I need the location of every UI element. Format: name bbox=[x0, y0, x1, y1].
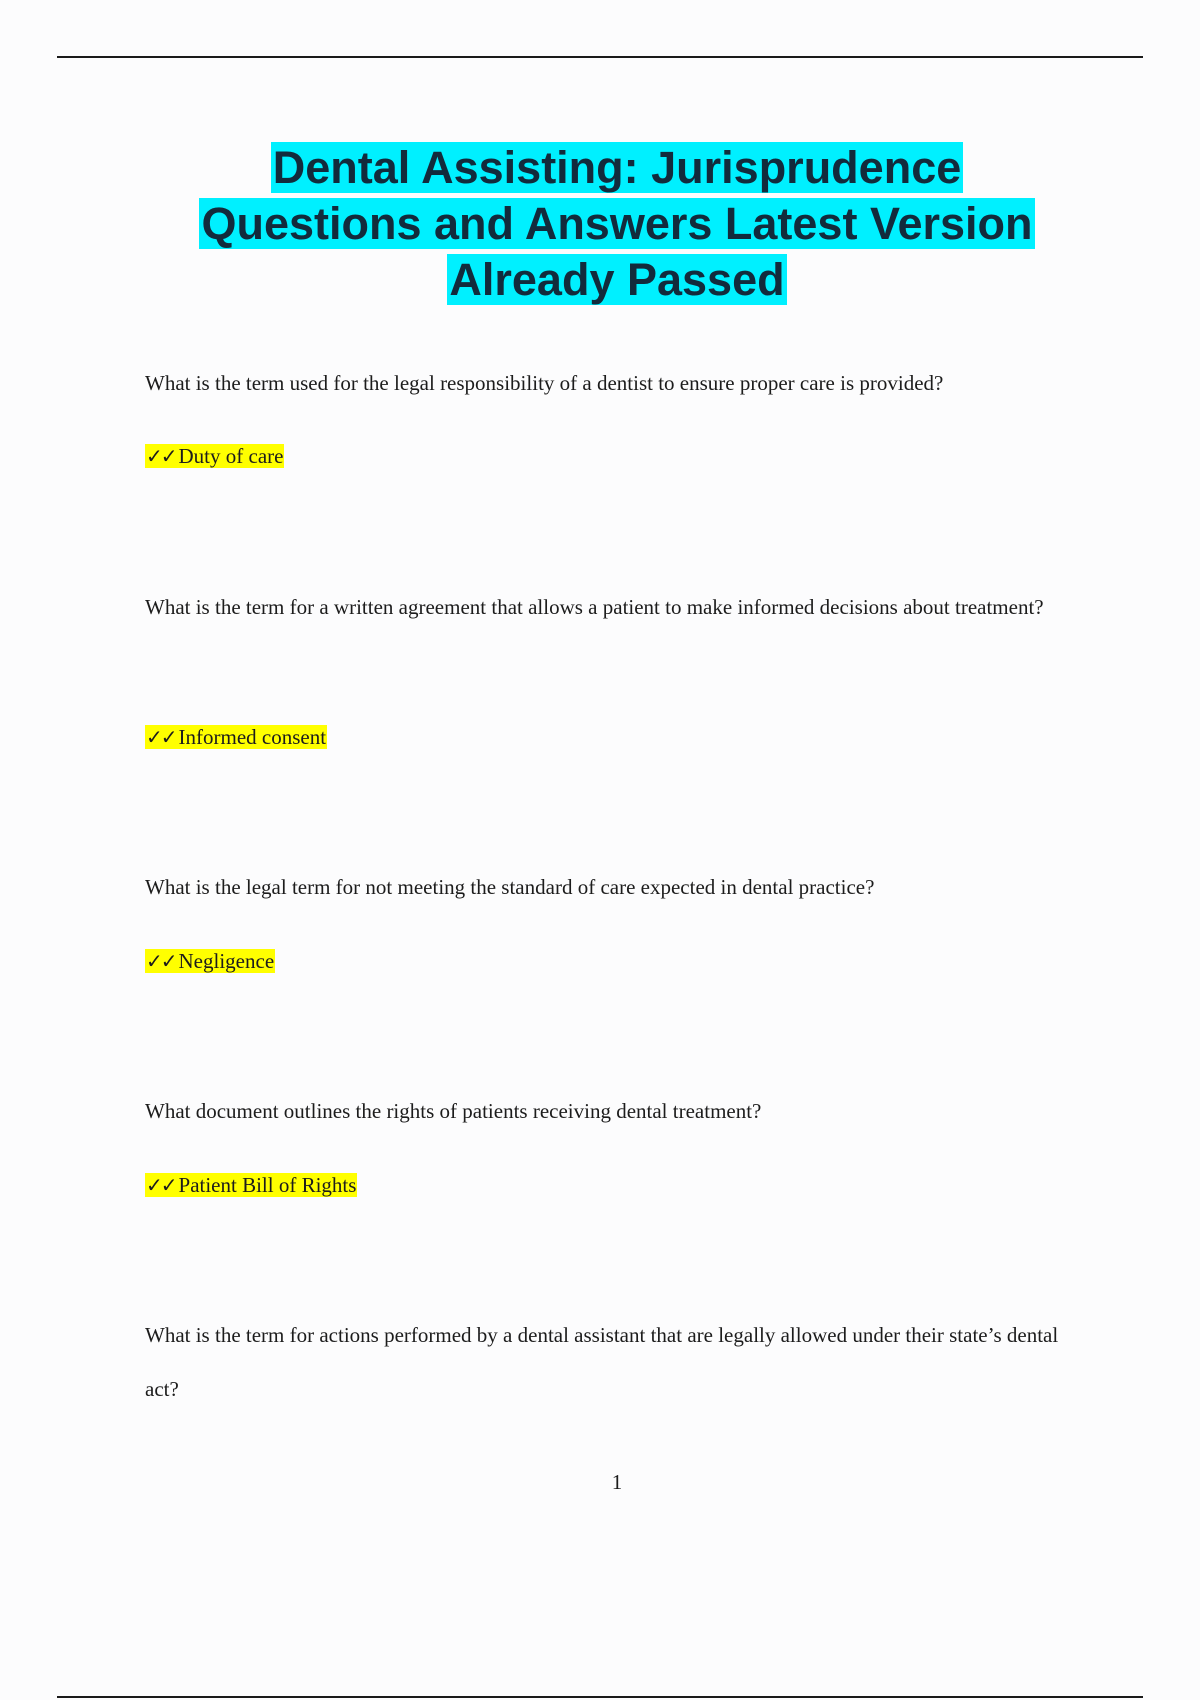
question-2: What is the term for a written agreement that allows a patient to make informed decisions about treatment? bbox=[145, 595, 1044, 619]
header-rule bbox=[57, 56, 1143, 58]
answer-4 bbox=[145, 1169, 357, 1201]
question-4: What document outlines the rights of patients receiving dental treatment? bbox=[145, 1099, 762, 1123]
question-3: What is the legal term for not meeting the standard of care expected in dental practice? bbox=[145, 875, 875, 899]
document-title bbox=[80, 140, 1154, 308]
footer-rule bbox=[57, 1696, 1143, 1698]
check-icon: ✓✓ bbox=[146, 725, 176, 749]
answer-2-text: Informed consent bbox=[178, 725, 327, 749]
question-5: What is the term for actions performed by a dental assistant that are legally allowed under their state’s dental act? bbox=[145, 1323, 1059, 1401]
check-icon: ✓✓ bbox=[146, 949, 176, 973]
answer-3-text: Negligence bbox=[178, 949, 275, 973]
title-line-1: Dental Assisting: Jurisprudence bbox=[272, 142, 962, 193]
answer-4-text: Patient Bill of Rights bbox=[178, 1173, 357, 1197]
question-1: What is the term used for the legal responsibility of a dentist to ensure proper care is provided? bbox=[145, 371, 944, 395]
answer-1-text: Duty of care bbox=[178, 444, 284, 468]
answer-2 bbox=[145, 721, 327, 753]
page-number: 1 bbox=[611, 1470, 623, 1494]
title-line-3: Already Passed bbox=[449, 254, 785, 305]
answer-1 bbox=[145, 440, 284, 472]
check-icon: ✓✓ bbox=[146, 1173, 176, 1197]
check-icon: ✓✓ bbox=[146, 444, 176, 468]
title-line-2: Questions and Answers Latest Version bbox=[201, 198, 1033, 249]
answer-3 bbox=[145, 945, 275, 977]
